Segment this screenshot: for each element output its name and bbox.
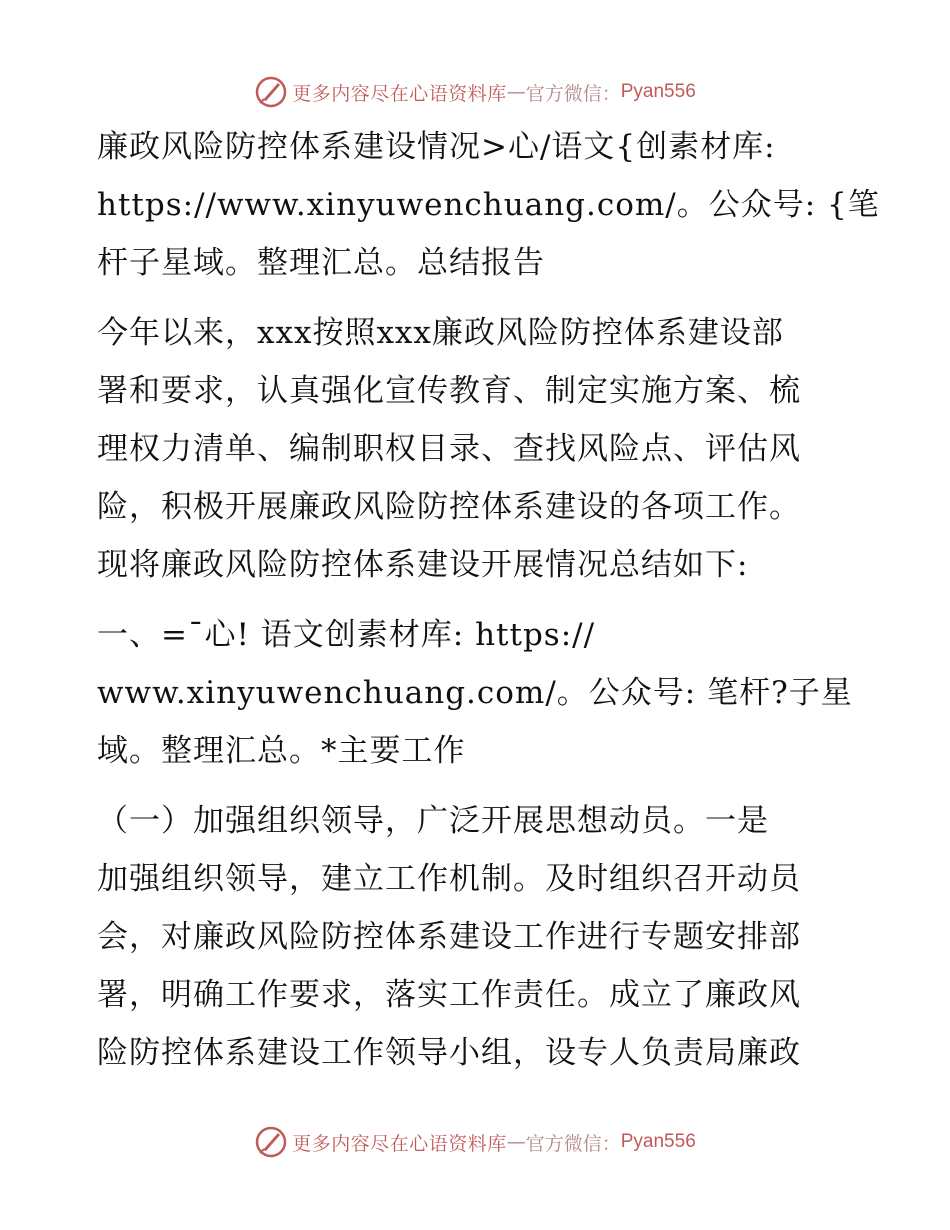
quill-circle-logo-icon [254,75,288,109]
quill-circle-logo-icon [254,1125,288,1159]
document-body [97,118,880,1082]
text-line: 署和要求，认真强化宣传教育、制定实施方案、梳 [97,373,801,409]
text-line: 加强组织领导，建立工作机制。及时组织召开动员 [97,861,801,897]
watermark-header [0,72,950,112]
text-line: 会，对廉政风险防控体系建设工作进行专题安排部 [97,919,801,955]
watermark-text: 更多内容尽在心语资料库 [292,1132,507,1155]
watermark-wechat-label: 官方微信： [525,82,621,105]
text-line: https://www.xinyuwenchuang.com/。公众号: {笔 [97,187,880,223]
text-line: www.xinyuwenchuang.com/。公众号: 笔杆?子星 [97,675,853,711]
text-line: 险防控体系建设工作领导小组，设专人负责局廉政 [97,1035,801,1071]
paragraph-title [97,118,880,292]
watermark-text: 更多内容尽在心语资料库 [292,82,507,105]
paragraph-intro [97,304,857,594]
text-line: 理权力清单、编制职权目录、查找风险点、评估风 [97,431,801,467]
text-line: 一、=¯心! 语文创素材库: https:// [97,617,596,653]
watermark-footer [0,1122,950,1162]
watermark-dash: — [506,1131,526,1153]
paragraph-section-heading [97,606,857,780]
paragraph-subsection [97,792,857,1082]
watermark-dash: — [506,81,526,103]
watermark-wechat-id: Pyan556 [620,1131,696,1152]
text-line: 现将廉政风险防控体系建设开展情况总结如下: [97,547,749,583]
text-line: 今年以来，xxx按照xxx廉政风险防控体系建设部 [97,315,784,351]
text-line: 署，明确工作要求，落实工作责任。成立了廉政风 [97,977,801,1013]
text-line: 域。整理汇总。*主要工作 [97,733,466,769]
watermark-wechat-label: 官方微信： [525,1132,621,1155]
text-line: 廉政风险防控体系建设情况>心/语文{创素材库: [97,129,776,165]
watermark-wechat-id: Pyan556 [620,81,696,102]
text-line: 杆子星域。整理汇总。总结报告 [97,245,545,281]
text-line: 险，积极开展廉政风险防控体系建设的各项工作。 [97,489,801,525]
text-line: （一）加强组织领导，广泛开展思想动员。一是 [97,803,769,839]
